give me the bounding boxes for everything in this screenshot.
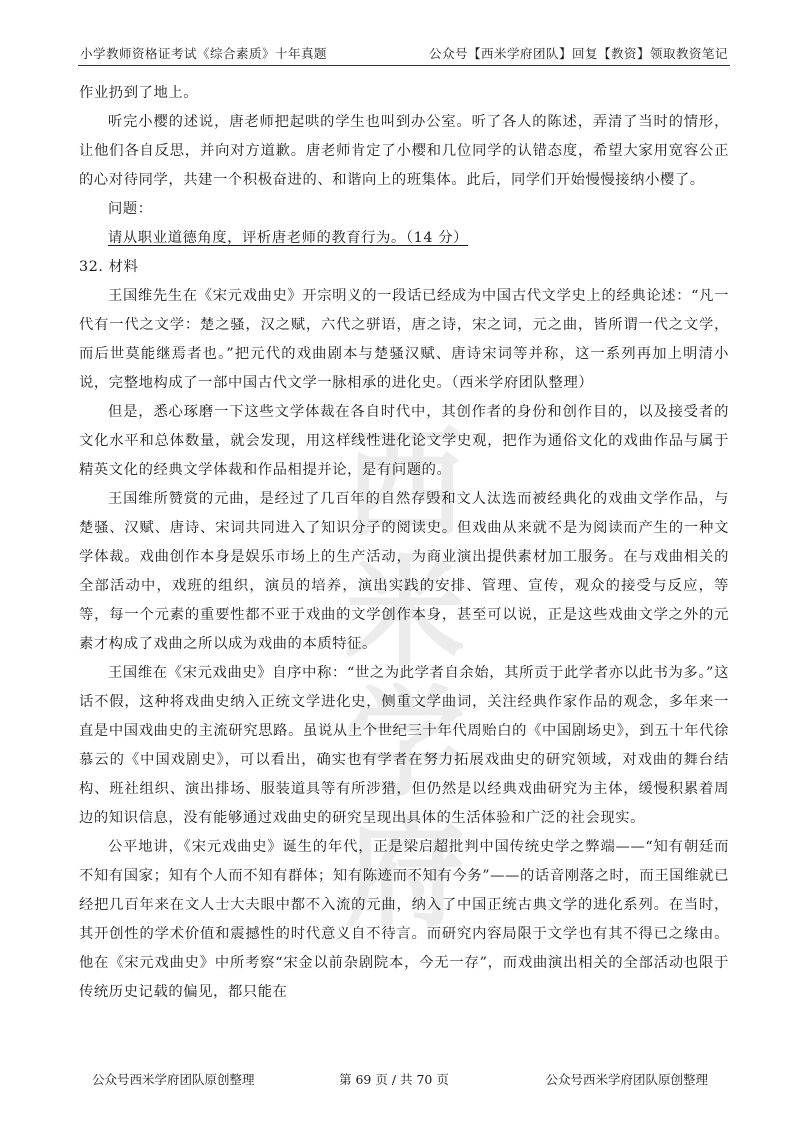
header-left-title: 小学教师资格证考试《综合素质》十年真题 bbox=[80, 46, 328, 61]
page-number: 第 69 页 / 共 70 页 bbox=[339, 1072, 449, 1087]
page-header bbox=[80, 44, 728, 66]
page-footer bbox=[0, 1070, 800, 1092]
paragraph-continuation: 作业扔到了地上。 bbox=[79, 85, 199, 101]
question-label: 问题： bbox=[108, 201, 153, 217]
paragraph: 王国维所赞赏的元曲，是经过了几百年的自然存毁和文人汰选而被经典化的戏曲文学作品，与楚骚、汉赋、唐诗、宋词共同进入了知识分子的阅读史。但戏曲从来就不是为阅读而产生的一种文学体裁。戏曲创作本身是娱乐市场上的生产活动，为商业演出提供素材加工服务。在与戏曲相关的全部活动中，戏班的组织，演员的培养，演出实践的安排、管理、宣传，观众的接受与反应，等等，每一个元素的重要性都不亚于戏曲的文学创作本身，甚至可以说，正是这些戏曲文学之外的元素才构成了戏曲之所以成为戏曲的本质特征。 bbox=[79, 491, 729, 652]
paragraph: 王国维在《宋元戏曲史》自序中称：“世之为此学者自余始，其所贡于此学者亦以此书为多。”这话不假，这种将戏曲史纳入正统文学进化史，侧重文学曲词，关注经典作家作品的观念，多年来一直是中国戏曲史的主流研究思路。虽说从上个世纪三十年代周贻白的《中国剧场史》，到五十年代徐慕云的《中国戏剧史》，可以看出，确实也有学者在努力拓展戏曲史的研究领域，对戏曲的舞台结构、班社组织、演出排场、服装道具等有所涉猎，但仍然是以经典戏曲研究为主体，缓慢积累着周边的知识信息，没有能够通过戏曲史的研究呈现出具体的生活体验和广泛的社会现实。 bbox=[79, 665, 729, 826]
header-divider bbox=[78, 65, 730, 66]
document-body bbox=[79, 79, 729, 1007]
watermark-logo: 西米 学府 bbox=[345, 415, 465, 944]
paragraph: 听完小樱的述说，唐老师把起哄的学生也叫到办公室。听了各人的陈述，弄清了当时的情形，让他们各自反思，并向对方道歉。唐老师肯定了小樱和几位同学的认错态度，希望大家用宽容公正的心对待同学，共建一个积极奋进的、和谐向上的班集体。此后，同学们开始慢慢接纳小樱了。 bbox=[79, 114, 729, 188]
paragraph: 王国维先生在《宋元戏曲史》开宗明义的一段话已经成为中国古代文学史上的经典论述：“凡一代有一代之文学：楚之骚，汉之赋，六代之骈语，唐之诗，宋之词，元之曲，皆所谓一代之文学，而后世莫能继焉者也。”把元代的戏曲剧本与楚骚汉赋、唐诗宋词等并称，这一系列再加上明清小说，完整地构成了一部中国古代文学一脉相承的进化史。（西米学府团队整理） bbox=[79, 288, 729, 391]
paragraph: 但是，悉心琢磨一下这些文学体裁在各自时代中，其创作者的身份和创作目的，以及接受者的文化水平和总体数量，就会发现，用这样线性进化论文学史观，把作为通俗文化的戏曲作品与属于精英文化的经典文学体裁和作品相提并论，是有问题的。 bbox=[79, 404, 729, 478]
question-prompt: 请从职业道德角度，评析唐老师的教育行为。（14 分） bbox=[108, 230, 469, 246]
header-right-promo: 公众号【西米学府团队】回复【教资】领取教资笔记 bbox=[428, 46, 728, 61]
footer-right: 公众号西米学府团队原创整理 bbox=[545, 1072, 708, 1087]
footer-left: 公众号西米学府团队原创整理 bbox=[92, 1072, 255, 1087]
section-heading: 32. 材料 bbox=[79, 259, 139, 275]
paragraph: 公平地讲，《宋元戏曲史》诞生的年代，正是梁启超批判中国传统史学之弊端——“知有朝廷而不知有国家；知有个人而不知有群体；知有陈迹而不知有今务”——的话音刚落之时，而王国维就已经把几百年来在文人士大夫眼中都不入流的元曲，纳入了中国正统古典文学的进化系列。在当时，其开创性的学术价值和震撼性的时代意义自不待言。而研究内容局限于文学也有其不得已之缘由。他在《宋元戏曲史》中所考察“宋金以前杂剧院本，今无一存”，而戏曲演出相关的全部活动也限于传统历史记载的偏见，都只能在 bbox=[79, 839, 729, 1000]
